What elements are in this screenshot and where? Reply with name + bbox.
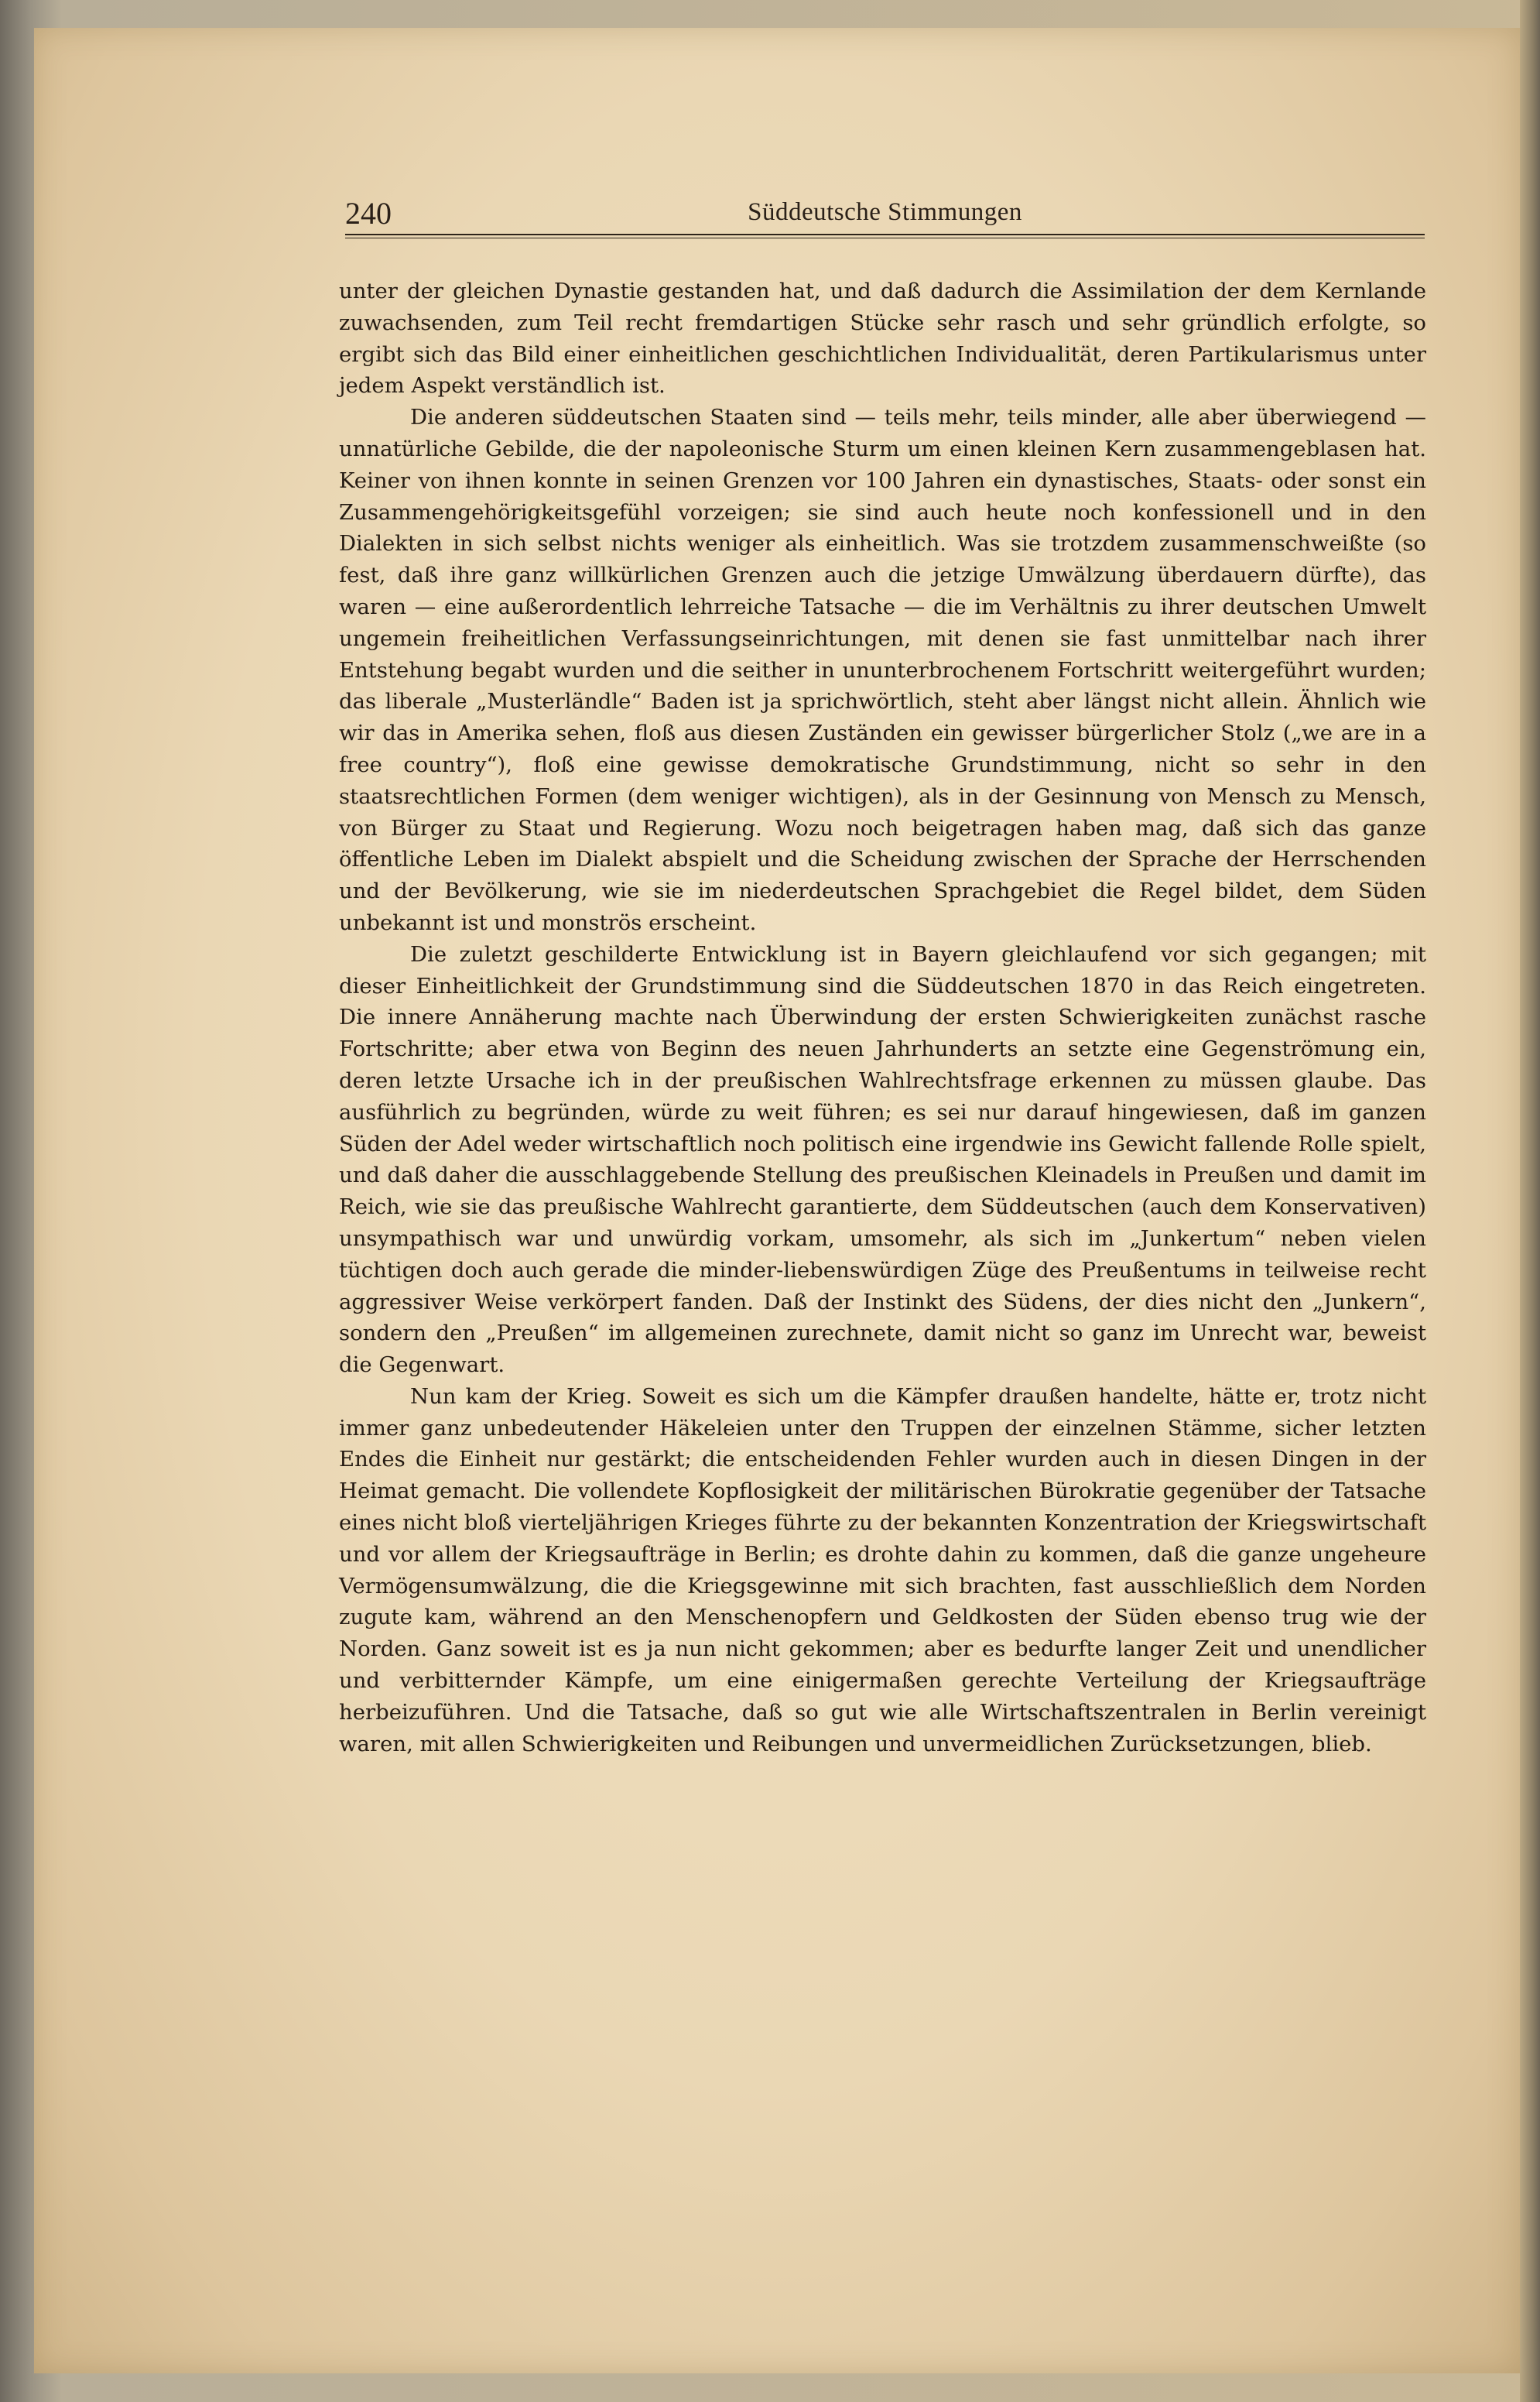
header-rule: [345, 234, 1425, 235]
body-text: [339, 276, 1426, 1760]
paragraph-war: Nun kam der Krieg. Soweit es sich um die Kämpfer draußen handelte, hätte er, trotz nicht immer ganz unbedeutender Häkeleien unter den Truppen der einzelnen Stämme, sicher letzten Endes die Einheit nur gestärkt; die entscheidenden Fehler wurden auch in diesen Dingen in der Heimat gemacht. Die vollendete Kopflosigkeit der militärischen Bürokratie gegenüber der Tatsache eines nicht bloß vierteljährigen Krieges führte zu der bekannten Konzentration der Kriegswirtschaft und vor allem der Kriegsaufträge in Berlin; es drohte dahin zu kommen, daß die ganze ungeheure Vermögensumwälzung, die die Kriegsgewinne mit sich brachten, fast ausschließlich dem Norden zugute kam, während an den Menschenopfern und Geldkosten der Süden ebenso trug wie der Norden. Ganz soweit ist es ja nun nicht gekommen; aber es bedurfte langer Zeit und unendlicher und verbitternder Kämpfe, um eine einigermaßen gerechte Verteilung der Kriegsaufträge herbeizuführen. Und die Tatsache, daß so gut wie alle Wirtschaftszentralen in Berlin vereinigt waren, mit allen Schwierigkeiten und Reibungen und unvermeidlichen Zurücksetzungen, blieb.: [339, 1383, 1426, 1756]
paragraph-southern-states: Die anderen süddeutschen Staaten sind — teils mehr, teils minder, alle aber überwiegend — unnatürliche Gebilde, die der napoleonische Sturm um einen kleinen Kern zusammengeblasen hat. Keiner von ihnen konnte in seinen Grenzen vor 100 Jahren ein dynastisches, Staats- oder sonst ein Zusammengehörigkeitsgefühl vorzeigen; sie sind auch heute noch konfessionell und in den Dialekten in sich selbst nichts weniger als einheitlich. Was sie trotzdem zusammenschweißte (so fest, daß ihre ganz willkürlichen Grenzen auch die jetzige Umwälzung überdauern dürfte), das waren — eine außerordentlich lehrreiche Tatsache — die im Verhältnis zu ihrer deutschen Umwelt ungemein freiheitlichen Verfassungseinrichtungen, mit denen sie fast unmittelbar nach ihrer Entstehung begabt wurden und die seither in ununterbrochenem Fortschritt weitergeführt wurden; das liberale „Musterländle“ Baden ist ja sprichwörtlich, steht aber längst nicht allein. Ähnlich wie wir das in Amerika sehen, floß aus diesen Zuständen ein gewisser bürgerlicher Stolz („we are in a free country“), floß eine gewisse demokratische Grundstimmung, nicht so sehr in den staatsrechtlichen Formen (dem weniger wichtigen), als in der Gesinnung von Mensch zu Mensch, von Bürger zu Staat und Regierung. Wozu noch beigetragen haben mag, daß sich das ganze öffentliche Leben im Dialekt abspielt und die Scheidung zwischen der Sprache der Herrschenden und der Bevölkerung, wie sie im niederdeutschen Sprachgebiet die Regel bildet, dem Süden unbekannt ist und monströs erscheint.: [339, 405, 1426, 935]
page-number: 240: [345, 196, 392, 231]
page-header: [345, 189, 1425, 237]
running-head: Süddeutsche Stimmungen: [748, 198, 1022, 226]
page-stack-edge: [1520, 0, 1540, 2402]
paragraph-bavaria: Die zuletzt geschilderte Entwicklung ist in Bayern gleichlaufend vor sich gegangen; mit dieser Einheitlichkeit der Grundstimmung sind die Süddeutschen 1870 in das Reich eingetreten. Die innere Annäherung machte nach Überwindung der ersten Schwierigkeiten zunächst rasche Fortschritte; aber etwa von Beginn des neuen Jahrhunderts an setzte eine Gegenströmung ein, deren letzte Ursache ich in der preußischen Wahlrechtsfrage erkennen zu müssen glaube. Das ausführlich zu begründen, würde zu weit führen; es sei nur darauf hingewiesen, daß im ganzen Süden der Adel weder wirtschaftlich noch politisch eine irgendwie ins Gewicht fallende Rolle spielt, und daß daher die ausschlaggebende Stellung des preußischen Kleinadels in Preußen und damit im Reich, wie sie das preußische Wahlrecht garantierte, dem Süddeutschen (auch dem Konservativen) unsympathisch war und unwürdig vorkam, umsomehr, als sich im „Junkertum“ neben vielen tüchtigen doch auch gerade die minder-liebenswürdigen Züge des Preußentums in teilweise recht aggressiver Weise verkörpert fanden. Daß der Instinkt des Südens, der dies nicht den „Junkern“, sondern den „Preußen“ im allgemeinen zurechnete, damit nicht so ganz im Unrecht war, beweist die Gegenwart.: [339, 941, 1426, 1378]
paragraph-continuation: unter der gleichen Dynastie gestanden hat, und daß dadurch die Assimilation der dem Kernlande zuwachsenden, zum Teil recht fremdartigen Stücke sehr rasch und sehr gründlich erfolgte, so ergibt sich das Bild einer einheitlichen geschichtlichen Individualität, deren Partikularismus unter jedem Aspekt verständlich ist.: [339, 279, 1426, 399]
